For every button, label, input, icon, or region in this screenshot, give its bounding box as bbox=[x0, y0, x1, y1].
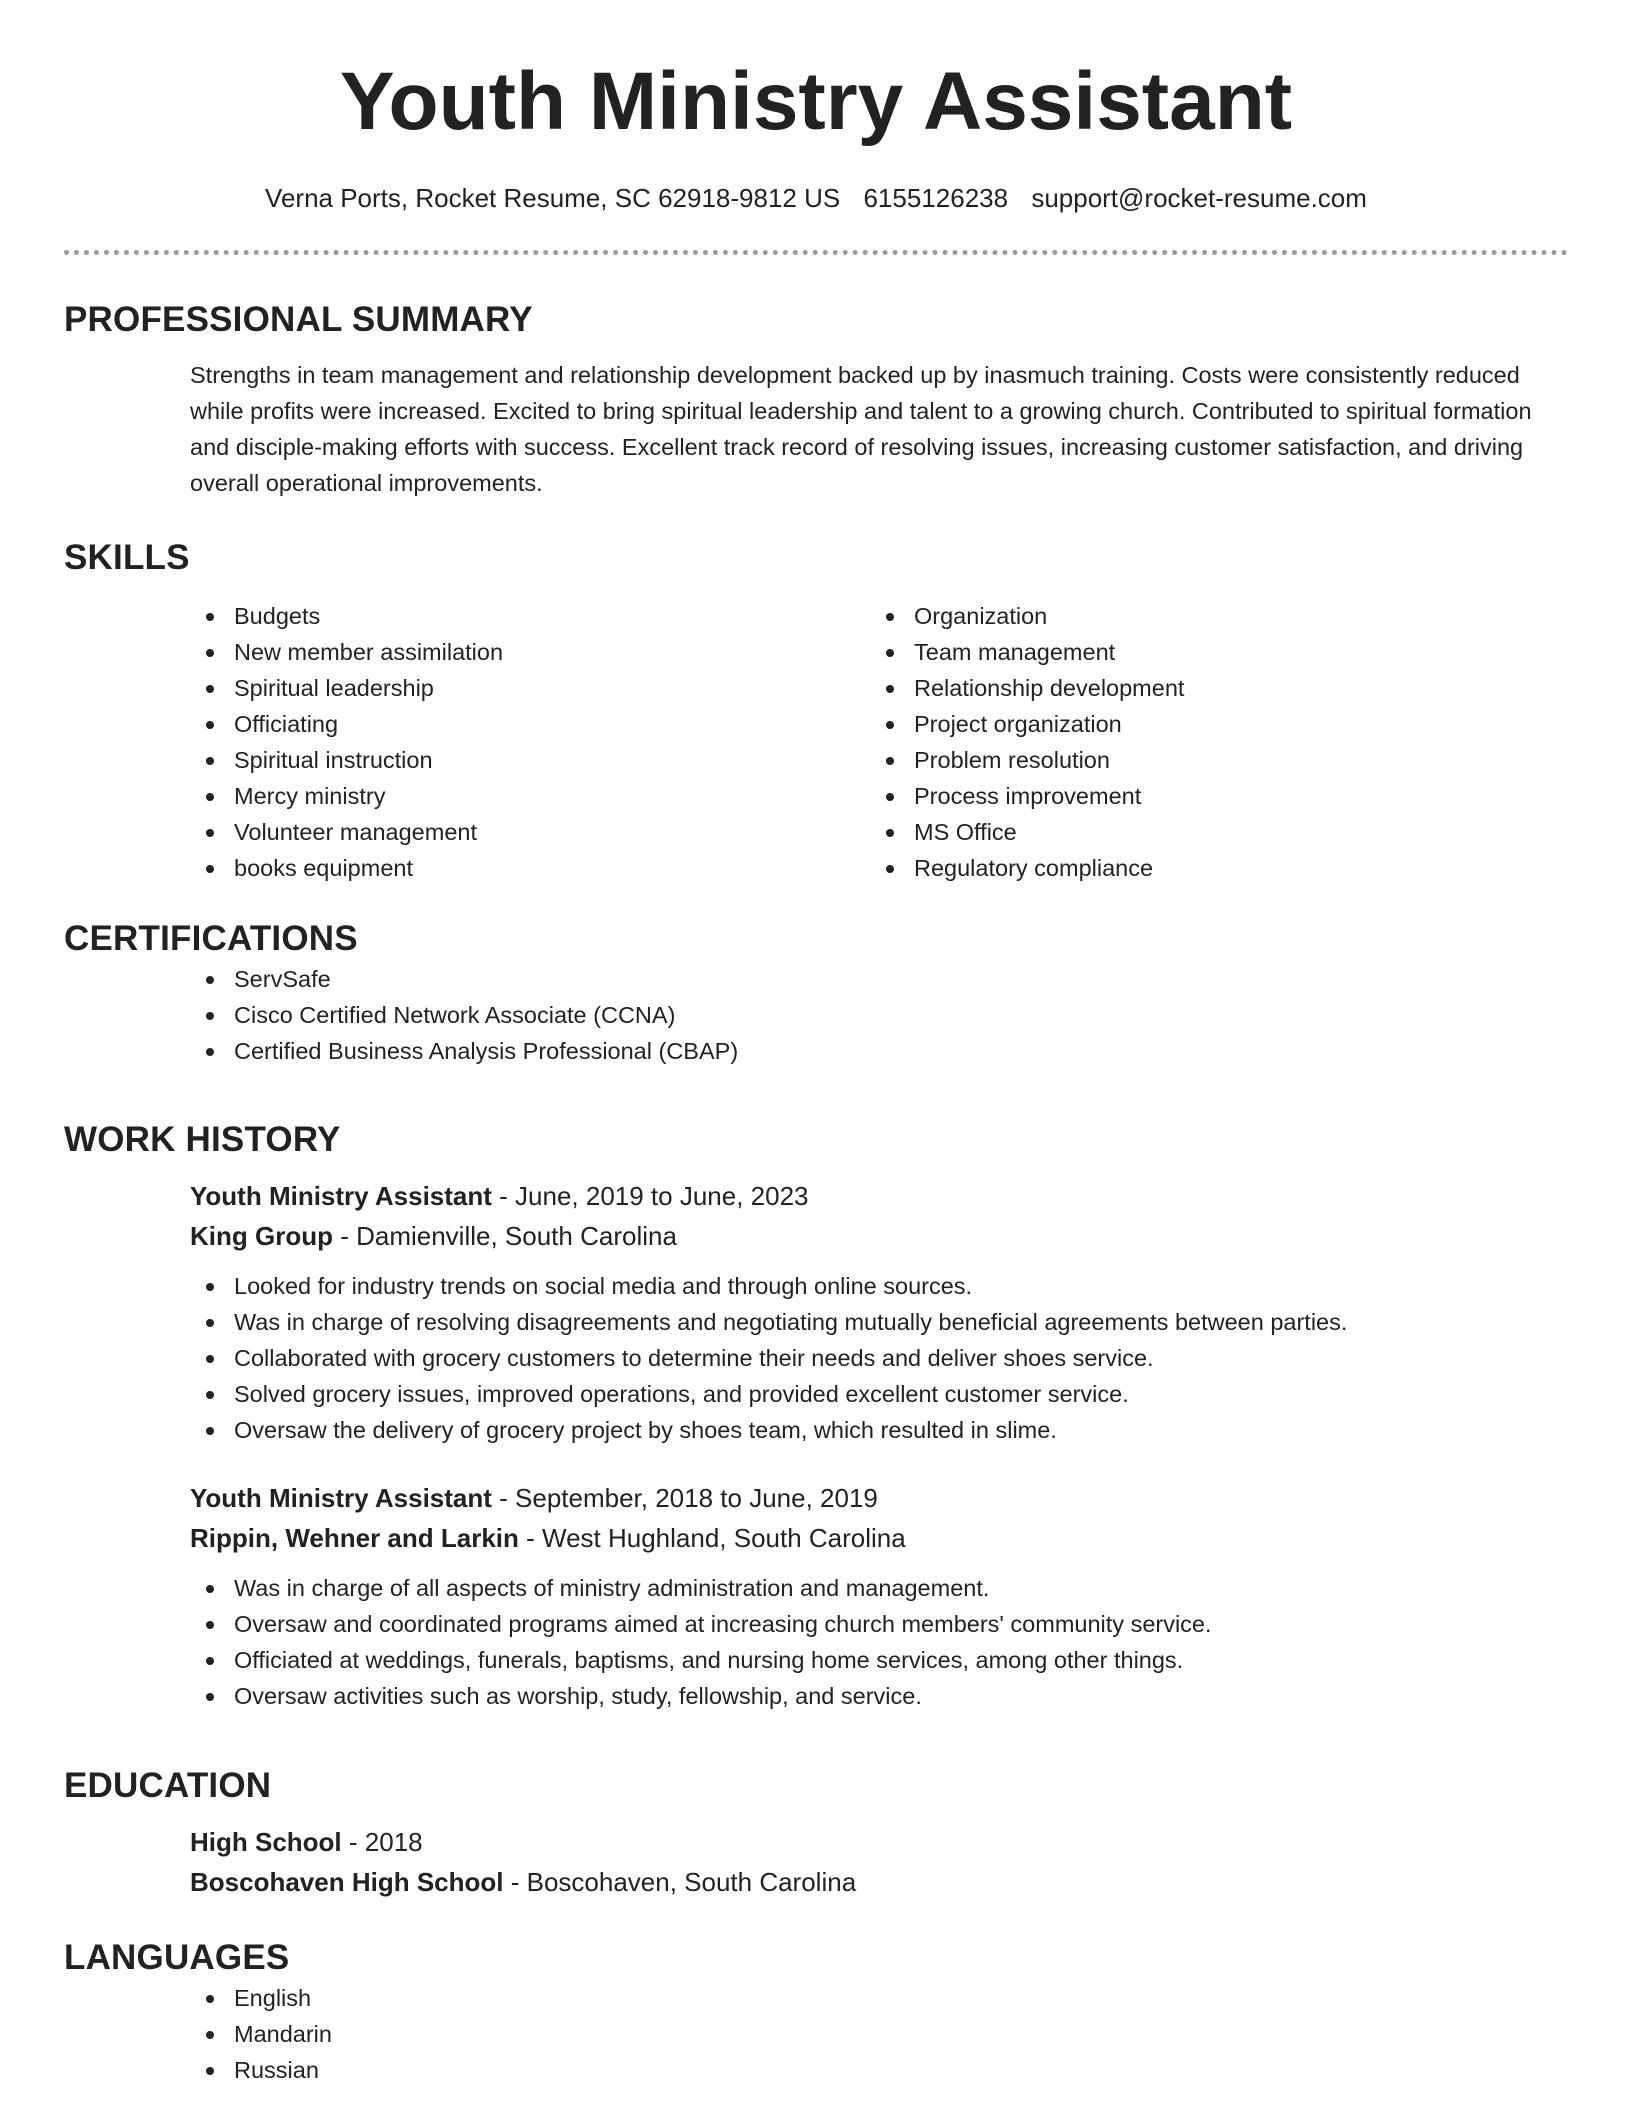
list-item: Was in charge of resolving disagreements and negotiating mutually beneficial agreements between parties. bbox=[190, 1304, 1568, 1340]
list-item: books equipment bbox=[190, 850, 870, 886]
job-company: Rippin, Wehner and Larkin bbox=[190, 1523, 519, 1553]
certifications-section bbox=[64, 917, 1568, 1069]
job-company: King Group bbox=[190, 1221, 333, 1251]
list-item: Team management bbox=[870, 634, 1550, 670]
education-school: Boscohaven High School bbox=[190, 1867, 504, 1897]
job-location: - Damienville, South Carolina bbox=[332, 1221, 677, 1251]
list-item: Russian bbox=[190, 2052, 1568, 2088]
contact-info bbox=[0, 180, 1632, 216]
education-section bbox=[64, 1764, 1568, 1902]
job-bullets bbox=[190, 1268, 1568, 1448]
list-item: Collaborated with grocery customers to determine their needs and deliver shoes service. bbox=[190, 1340, 1568, 1376]
summary-section bbox=[64, 298, 1568, 501]
section-heading-languages: LANGUAGES bbox=[64, 1938, 290, 1977]
list-item: Officiated at weddings, funerals, baptisms, and nursing home services, among other things. bbox=[190, 1642, 1568, 1678]
skills-section bbox=[64, 536, 1568, 886]
list-item: Process improvement bbox=[870, 778, 1550, 814]
job-entry bbox=[190, 1478, 1568, 1714]
languages-list bbox=[190, 1980, 1568, 2088]
list-item: New member assimilation bbox=[190, 634, 870, 670]
list-item: Volunteer management bbox=[190, 814, 870, 850]
list-item: Solved grocery issues, improved operations, and provided excellent customer service. bbox=[190, 1376, 1568, 1412]
education-degree-line bbox=[190, 1822, 1568, 1862]
list-item: Looked for industry trends on social media and through online sources. bbox=[190, 1268, 1568, 1304]
list-item: Relationship development bbox=[870, 670, 1550, 706]
work-history-section bbox=[64, 1118, 1568, 1714]
list-item: Certified Business Analysis Professional (CBAP) bbox=[190, 1033, 1568, 1069]
job-dates: - June, 2019 to June, 2023 bbox=[491, 1181, 809, 1211]
job-title: Youth Ministry Assistant bbox=[190, 1181, 492, 1211]
list-item: Regulatory compliance bbox=[870, 850, 1550, 886]
list-item: Was in charge of all aspects of ministry administration and management. bbox=[190, 1570, 1568, 1606]
section-heading-skills: SKILLS bbox=[64, 538, 190, 577]
list-item: Oversaw activities such as worship, study, fellowship, and service. bbox=[190, 1678, 1568, 1714]
list-item: Mandarin bbox=[190, 2016, 1568, 2052]
list-item: Officiating bbox=[190, 706, 870, 742]
job-bullets bbox=[190, 1570, 1568, 1714]
job-company-line bbox=[190, 1216, 1568, 1256]
skills-list-right bbox=[870, 598, 1550, 886]
job-company-line bbox=[190, 1518, 1568, 1558]
education-year: - 2018 bbox=[341, 1827, 423, 1857]
list-item: Problem resolution bbox=[870, 742, 1550, 778]
contact-email: support@rocket-resume.com bbox=[1031, 183, 1367, 213]
education-location: - Boscohaven, South Carolina bbox=[503, 1867, 857, 1897]
list-item: MS Office bbox=[870, 814, 1550, 850]
list-item: Cisco Certified Network Associate (CCNA) bbox=[190, 997, 1568, 1033]
contact-phone: 6155126238 bbox=[863, 183, 1009, 213]
list-item: Organization bbox=[870, 598, 1550, 634]
skills-list-left bbox=[190, 598, 870, 886]
list-item: Spiritual leadership bbox=[190, 670, 870, 706]
education-school-line bbox=[190, 1862, 1568, 1902]
job-title: Youth Ministry Assistant bbox=[190, 1483, 492, 1513]
list-item: Budgets bbox=[190, 598, 870, 634]
section-heading-certifications: CERTIFICATIONS bbox=[64, 919, 358, 958]
certifications-list bbox=[190, 961, 1568, 1069]
job-dates: - September, 2018 to June, 2019 bbox=[491, 1483, 878, 1513]
job-location: - West Hughland, South Carolina bbox=[518, 1523, 906, 1553]
section-heading-work-history: WORK HISTORY bbox=[64, 1120, 341, 1159]
job-title-line bbox=[190, 1176, 1568, 1216]
section-heading-summary: PROFESSIONAL SUMMARY bbox=[64, 300, 533, 339]
job-entry bbox=[190, 1176, 1568, 1448]
languages-section bbox=[64, 1936, 1568, 2088]
resume-title: Youth Ministry Assistant bbox=[339, 56, 1293, 147]
section-heading-education: EDUCATION bbox=[64, 1766, 272, 1805]
contact-address: Verna Ports, Rocket Resume, SC 62918-9812 US bbox=[265, 183, 841, 213]
list-item: Project organization bbox=[870, 706, 1550, 742]
list-item: Oversaw the delivery of grocery project by shoes team, which resulted in slime. bbox=[190, 1412, 1568, 1448]
list-item: Spiritual instruction bbox=[190, 742, 870, 778]
job-title-line bbox=[190, 1478, 1568, 1518]
header-divider bbox=[64, 250, 1568, 255]
summary-text: Strengths in team management and relationship development backed up by inasmuch training. Costs were consistently reduced while profits were increased. Excited to bring spiritual leadership and talent to a growing church. Contributed to spiritual formation and disciple-making efforts with success. Excellent track record of resolving issues, increasing customer satisfaction, and driving overall operational improvements. bbox=[190, 362, 1532, 496]
list-item: ServSafe bbox=[190, 961, 1568, 997]
list-item: Oversaw and coordinated programs aimed at increasing church members' community service. bbox=[190, 1606, 1568, 1642]
list-item: Mercy ministry bbox=[190, 778, 870, 814]
education-degree: High School bbox=[190, 1827, 342, 1857]
list-item: English bbox=[190, 1980, 1568, 2016]
